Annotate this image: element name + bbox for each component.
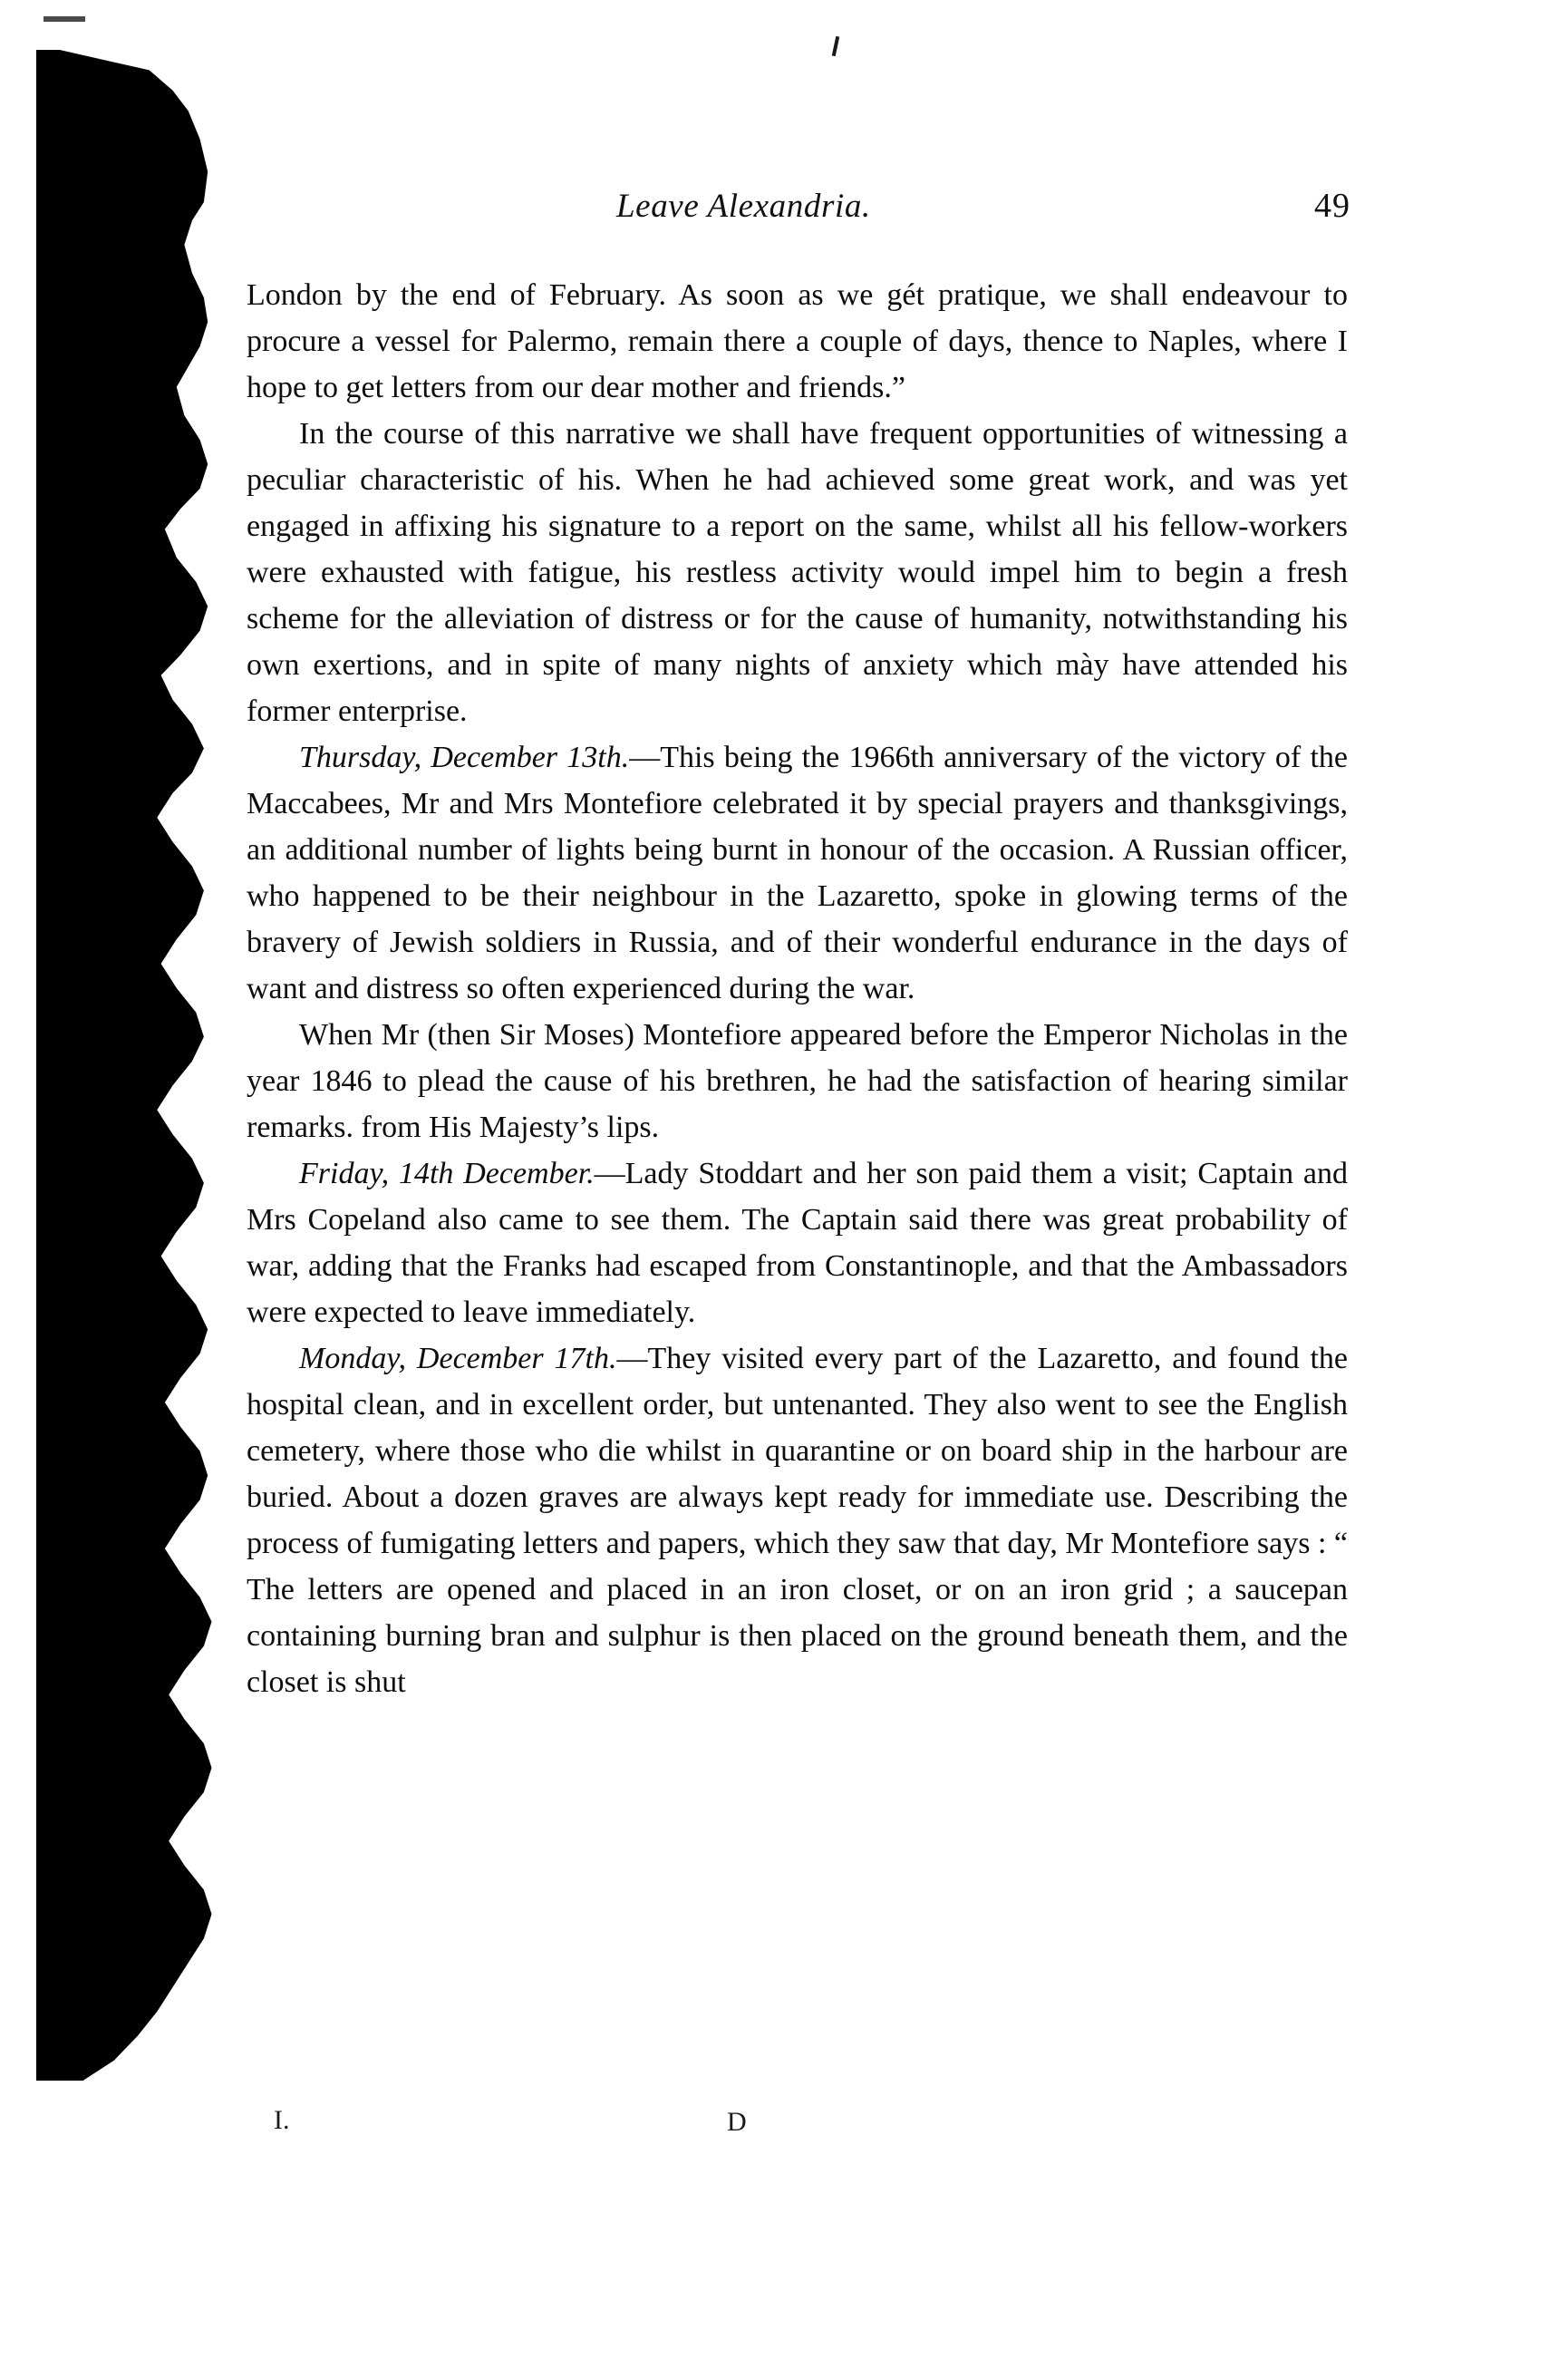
paragraph-text: —They visited every part of the Lazaretto, and found the hospital clean, and in excellent order, but untenanted. They also went to see the English cemetery, where those who die whilst in quarantine or on board ship in the harbour are buried. About a dozen graves are always kept ready for immediate use. Describing the process of fumigating letters and papers, which they saw that day, Mr Montefiore says : “ The letters are opened and placed in an iron closet, or on an iron grid ; a saucepan containing burning bran and sulphur is then placed on the ground beneath them, and the closet is shut [247, 1342, 1348, 1699]
paragraph [247, 1150, 1348, 1335]
running-head: Leave Alexandria. [616, 188, 871, 225]
paragraph [247, 411, 1348, 734]
page-number: 49 [1314, 187, 1350, 225]
diary-date-label: Thursday, December 13th. [299, 741, 630, 774]
diary-date-label: Friday, 14th December. [299, 1157, 595, 1190]
paragraph [247, 1335, 1348, 1705]
paragraph [247, 734, 1348, 1012]
paragraph [247, 272, 1348, 411]
body-text [247, 272, 1348, 1705]
paragraph-text: In the course of this narrative we shall have frequent opportunities of witnessing a peculiar characteristic of his. When he had achieved some great work, and was yet engaged in affixing his signature to a report on the same, whilst all his fellow-workers were exhausted with fatigue, his restless activity would impel him to begin a fresh scheme for the alleviation of distress or for the cause of humanity, notwithstanding his own exertions, and in spite of many nights of anxiety which mày have attended his former enterprise. [247, 417, 1348, 728]
scan-artifact-mark [832, 36, 839, 56]
paragraph-text: —Lady Stoddart and her son paid them a visit; Captain and Mrs Copeland also came to see them. The Captain said there was great probability of war, adding that the Franks had escaped from Constantinople, and that the Ambassadors were expected to leave immediately. [247, 1157, 1348, 1329]
paragraph [247, 1012, 1348, 1150]
signature-mark-right: D [727, 2107, 747, 2137]
diary-date-label: Monday, December 17th. [299, 1342, 617, 1375]
page-header [245, 186, 1350, 226]
paragraph-text: When Mr (then Sir Moses) Montefiore appeared before the Emperor Nicholas in the year 1846 to plead the cause of his brethren, he had the satisfaction of hearing similar remarks. from His Majesty’s lips. [247, 1018, 1348, 1144]
scan-artifact-binding-shadow [36, 50, 231, 2081]
paragraph-text: —This being the 1966th anniversary of the victory of the Maccabees, Mr and Mrs Montefiore celebrated it by special prayers and thanksgivings, an additional number of lights being burnt in honour of the occasion. A Russian officer, who happened to be their neighbour in the Lazaretto, spoke in glowing terms of the bravery of Jewish soldiers in Russia, and of their wonderful endurance in the days of want and distress so often experienced during the war. [247, 741, 1348, 1005]
scan-artifact-top-tick [44, 16, 85, 22]
signature-mark-left: I. [274, 2105, 290, 2135]
paragraph-text: London by the end of February. As soon as we gét pratique, we shall endeavour to procure a vessel for Palermo, remain there a couple of days, thence to Naples, where I hope to get letters from our dear mother and friends.” [247, 278, 1348, 404]
